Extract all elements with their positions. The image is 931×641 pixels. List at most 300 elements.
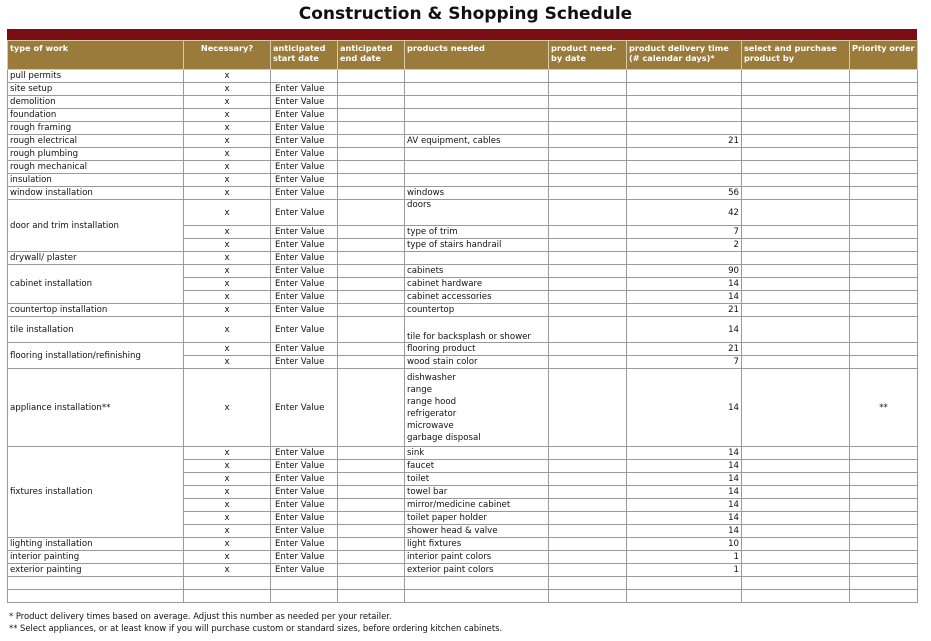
end-date-cell[interactable] — [338, 551, 405, 564]
empty-cell[interactable] — [549, 590, 627, 603]
empty-cell[interactable] — [405, 590, 549, 603]
need-by-cell[interactable] — [549, 239, 627, 252]
purchase-by-cell[interactable] — [742, 252, 850, 265]
priority-cell[interactable] — [850, 252, 918, 265]
need-by-cell[interactable] — [549, 187, 627, 200]
table-row — [8, 369, 918, 447]
need-by-cell[interactable] — [549, 525, 627, 538]
products-cell[interactable]: toilet paper holder — [405, 512, 549, 525]
need-by-cell[interactable] — [549, 96, 627, 109]
products-cell[interactable]: mirror/medicine cabinet — [405, 499, 549, 512]
purchase-by-cell[interactable] — [742, 83, 850, 96]
delivery-days-cell[interactable]: 21 — [627, 304, 742, 317]
purchase-by-cell[interactable] — [742, 122, 850, 135]
header-row — [8, 41, 918, 70]
start-date-cell[interactable]: Enter Value — [271, 161, 338, 174]
necessary-cell[interactable]: x — [184, 304, 271, 317]
start-date-cell[interactable]: Enter Value — [271, 551, 338, 564]
products-cell[interactable]: flooring product — [405, 343, 549, 356]
need-by-cell[interactable] — [549, 564, 627, 577]
purchase-by-cell[interactable] — [742, 447, 850, 460]
necessary-cell[interactable]: x — [184, 473, 271, 486]
priority-cell[interactable] — [850, 473, 918, 486]
empty-cell[interactable] — [742, 577, 850, 590]
delivery-days-cell[interactable]: 90 — [627, 265, 742, 278]
start-date-cell[interactable]: Enter Value — [271, 343, 338, 356]
table-row — [8, 304, 918, 317]
table-row — [8, 551, 918, 564]
necessary-cell[interactable]: x — [184, 265, 271, 278]
priority-cell[interactable] — [850, 83, 918, 96]
need-by-cell[interactable] — [549, 174, 627, 187]
necessary-cell[interactable]: x — [184, 317, 271, 343]
purchase-by-cell[interactable] — [742, 473, 850, 486]
purchase-by-cell[interactable] — [742, 291, 850, 304]
delivery-days-cell[interactable]: 14 — [627, 317, 742, 343]
purchase-by-cell[interactable] — [742, 200, 850, 226]
purchase-by-cell[interactable] — [742, 70, 850, 83]
end-date-cell[interactable] — [338, 460, 405, 473]
priority-cell[interactable] — [850, 278, 918, 291]
necessary-cell[interactable]: x — [184, 148, 271, 161]
empty-cell[interactable] — [405, 577, 549, 590]
priority-cell[interactable] — [850, 174, 918, 187]
products-cell[interactable]: light fixtures — [405, 538, 549, 551]
end-date-cell[interactable] — [338, 265, 405, 278]
necessary-cell[interactable]: x — [184, 525, 271, 538]
products-cell[interactable]: countertop — [405, 304, 549, 317]
start-date-cell[interactable]: Enter Value — [271, 291, 338, 304]
purchase-by-cell[interactable] — [742, 317, 850, 343]
empty-cell[interactable] — [8, 590, 184, 603]
table-row — [8, 135, 918, 148]
priority-cell[interactable] — [850, 187, 918, 200]
necessary-cell[interactable]: x — [184, 135, 271, 148]
end-date-cell[interactable] — [338, 187, 405, 200]
necessary-cell[interactable]: x — [184, 460, 271, 473]
necessary-cell[interactable]: x — [184, 343, 271, 356]
need-by-cell[interactable] — [549, 226, 627, 239]
empty-cell[interactable] — [850, 577, 918, 590]
work-cell: drywall/ plaster — [8, 252, 184, 265]
purchase-by-cell[interactable] — [742, 356, 850, 369]
start-date-cell[interactable]: Enter Value — [271, 304, 338, 317]
delivery-days-cell[interactable] — [627, 83, 742, 96]
end-date-cell[interactable] — [338, 525, 405, 538]
products-cell[interactable]: cabinet accessories — [405, 291, 549, 304]
footnote-appliances: ** Select appliances, or at least know if you will purchase custom or standard sizes, before ordering kitchen cabinets. — [9, 623, 503, 633]
necessary-cell[interactable]: x — [184, 83, 271, 96]
work-cell: demolition — [8, 96, 184, 109]
products-cell[interactable]: interior paint colors — [405, 551, 549, 564]
delivery-days-cell[interactable]: 14 — [627, 473, 742, 486]
empty-cell[interactable] — [271, 577, 338, 590]
start-date-cell[interactable]: Enter Value — [271, 369, 338, 447]
delivery-days-cell[interactable]: 14 — [627, 460, 742, 473]
need-by-cell[interactable] — [549, 317, 627, 343]
need-by-cell[interactable] — [549, 278, 627, 291]
table-row — [8, 343, 918, 356]
end-date-cell[interactable] — [338, 278, 405, 291]
necessary-cell[interactable]: x — [184, 291, 271, 304]
purchase-by-cell[interactable] — [742, 239, 850, 252]
purchase-by-cell[interactable] — [742, 148, 850, 161]
start-date-cell[interactable]: Enter Value — [271, 187, 338, 200]
start-date-cell[interactable]: Enter Value — [271, 109, 338, 122]
delivery-days-cell[interactable]: 14 — [627, 486, 742, 499]
priority-cell[interactable] — [850, 460, 918, 473]
necessary-cell[interactable]: x — [184, 70, 271, 83]
header-end-date: anticipated end date — [338, 41, 405, 70]
necessary-cell[interactable]: x — [184, 174, 271, 187]
need-by-cell[interactable] — [549, 512, 627, 525]
need-by-cell[interactable] — [549, 252, 627, 265]
delivery-days-cell[interactable]: 56 — [627, 187, 742, 200]
need-by-cell[interactable] — [549, 161, 627, 174]
start-date-cell[interactable]: Enter Value — [271, 356, 338, 369]
products-cell[interactable]: wood stain color — [405, 356, 549, 369]
purchase-by-cell[interactable] — [742, 174, 850, 187]
products-cell[interactable] — [405, 161, 549, 174]
products-cell[interactable] — [405, 148, 549, 161]
necessary-cell[interactable]: x — [184, 226, 271, 239]
end-date-cell[interactable] — [338, 148, 405, 161]
purchase-by-cell[interactable] — [742, 538, 850, 551]
need-by-cell[interactable] — [549, 135, 627, 148]
products-cell[interactable]: doors — [405, 200, 549, 226]
products-cell[interactable] — [405, 70, 549, 83]
empty-cell[interactable] — [338, 577, 405, 590]
end-date-cell[interactable] — [338, 109, 405, 122]
need-by-cell[interactable] — [549, 122, 627, 135]
delivery-days-cell[interactable]: 21 — [627, 343, 742, 356]
priority-cell[interactable] — [850, 291, 918, 304]
start-date-cell[interactable]: Enter Value — [271, 473, 338, 486]
products-cell[interactable]: cabinet hardware — [405, 278, 549, 291]
purchase-by-cell[interactable] — [742, 304, 850, 317]
end-date-cell[interactable] — [338, 122, 405, 135]
need-by-cell[interactable] — [549, 486, 627, 499]
necessary-cell[interactable]: x — [184, 499, 271, 512]
product-item: refrigerator — [407, 408, 457, 419]
necessary-cell[interactable]: x — [184, 239, 271, 252]
end-date-cell[interactable] — [338, 512, 405, 525]
start-date-cell[interactable]: Enter Value — [271, 96, 338, 109]
priority-cell[interactable] — [850, 148, 918, 161]
purchase-by-cell[interactable] — [742, 486, 850, 499]
necessary-cell[interactable]: x — [184, 551, 271, 564]
delivery-days-cell[interactable] — [627, 109, 742, 122]
work-cell: rough framing — [8, 122, 184, 135]
empty-cell[interactable] — [627, 590, 742, 603]
products-cell[interactable]: windows — [405, 187, 549, 200]
start-date-cell[interactable]: Enter Value — [271, 226, 338, 239]
start-date-cell[interactable]: Enter Value — [271, 278, 338, 291]
need-by-cell[interactable] — [549, 538, 627, 551]
purchase-by-cell[interactable] — [742, 278, 850, 291]
necessary-cell[interactable]: x — [184, 96, 271, 109]
delivery-days-cell[interactable]: 1 — [627, 564, 742, 577]
end-date-cell[interactable] — [338, 369, 405, 447]
products-cell[interactable] — [405, 369, 549, 447]
need-by-cell[interactable] — [549, 369, 627, 447]
priority-cell[interactable] — [850, 486, 918, 499]
priority-cell[interactable] — [850, 122, 918, 135]
need-by-cell[interactable] — [549, 200, 627, 226]
purchase-by-cell[interactable] — [742, 161, 850, 174]
work-cell: rough mechanical — [8, 161, 184, 174]
empty-cell[interactable] — [8, 577, 184, 590]
need-by-cell[interactable] — [549, 70, 627, 83]
start-date-cell[interactable]: Enter Value — [271, 486, 338, 499]
necessary-cell[interactable]: x — [184, 447, 271, 460]
purchase-by-cell[interactable] — [742, 109, 850, 122]
products-cell[interactable]: type of stairs handrail — [405, 239, 549, 252]
start-date-cell[interactable]: Enter Value — [271, 447, 338, 460]
delivery-days-cell[interactable] — [627, 96, 742, 109]
end-date-cell[interactable] — [338, 447, 405, 460]
end-date-cell[interactable] — [338, 304, 405, 317]
end-date-cell[interactable] — [338, 161, 405, 174]
start-date-cell[interactable]: Enter Value — [271, 122, 338, 135]
empty-cell[interactable] — [338, 590, 405, 603]
start-date-cell[interactable]: Enter Value — [271, 460, 338, 473]
purchase-by-cell[interactable] — [742, 564, 850, 577]
empty-cell[interactable] — [184, 590, 271, 603]
delivery-days-cell[interactable]: 7 — [627, 356, 742, 369]
priority-cell[interactable] — [850, 343, 918, 356]
product-item: range — [407, 384, 432, 395]
delivery-days-cell[interactable]: 21 — [627, 135, 742, 148]
end-date-cell[interactable] — [338, 239, 405, 252]
delivery-days-cell[interactable] — [627, 252, 742, 265]
need-by-cell[interactable] — [549, 473, 627, 486]
need-by-cell[interactable] — [549, 343, 627, 356]
table-row — [8, 252, 918, 265]
end-date-cell[interactable] — [338, 174, 405, 187]
delivery-days-cell[interactable]: 14 — [627, 291, 742, 304]
delivery-days-cell[interactable]: 7 — [627, 226, 742, 239]
end-date-cell[interactable] — [338, 96, 405, 109]
priority-cell[interactable] — [850, 499, 918, 512]
priority-cell[interactable] — [850, 525, 918, 538]
products-cell[interactable]: exterior paint colors — [405, 564, 549, 577]
products-cell[interactable]: faucet — [405, 460, 549, 473]
necessary-cell[interactable]: x — [184, 486, 271, 499]
priority-cell[interactable] — [850, 226, 918, 239]
products-cell[interactable] — [405, 122, 549, 135]
priority-cell[interactable] — [850, 161, 918, 174]
table-row — [8, 70, 918, 83]
products-cell[interactable]: cabinets — [405, 265, 549, 278]
delivery-days-cell[interactable]: 42 — [627, 200, 742, 226]
delivery-days-cell[interactable]: 14 — [627, 278, 742, 291]
products-cell[interactable]: tile for backsplash or shower — [405, 317, 549, 343]
priority-cell[interactable] — [850, 551, 918, 564]
work-cell: cabinet installation — [8, 265, 184, 304]
priority-cell[interactable] — [850, 538, 918, 551]
products-cell[interactable] — [405, 174, 549, 187]
end-date-cell[interactable] — [338, 70, 405, 83]
table-row — [8, 187, 918, 200]
start-date-cell[interactable]: Enter Value — [271, 239, 338, 252]
priority-cell[interactable] — [850, 317, 918, 343]
priority-cell[interactable] — [850, 109, 918, 122]
priority-cell[interactable] — [850, 356, 918, 369]
table-row — [8, 83, 918, 96]
end-date-cell[interactable] — [338, 200, 405, 226]
necessary-cell[interactable]: x — [184, 538, 271, 551]
empty-cell[interactable] — [850, 590, 918, 603]
necessary-cell[interactable]: x — [184, 512, 271, 525]
empty-cell[interactable] — [742, 590, 850, 603]
empty-cell[interactable] — [271, 590, 338, 603]
empty-cell[interactable] — [627, 577, 742, 590]
end-date-cell[interactable] — [338, 499, 405, 512]
necessary-cell[interactable]: x — [184, 369, 271, 447]
work-cell: window installation — [8, 187, 184, 200]
purchase-by-cell[interactable] — [742, 512, 850, 525]
purchase-by-cell[interactable] — [742, 499, 850, 512]
delivery-days-cell[interactable]: 10 — [627, 538, 742, 551]
delivery-days-cell[interactable] — [627, 174, 742, 187]
purchase-by-cell[interactable] — [742, 265, 850, 278]
necessary-cell[interactable]: x — [184, 278, 271, 291]
purchase-by-cell[interactable] — [742, 343, 850, 356]
product-item: dishwasher — [407, 372, 456, 383]
products-cell[interactable]: type of trim — [405, 226, 549, 239]
title-bar — [7, 29, 917, 40]
table-row — [8, 200, 918, 226]
purchase-by-cell[interactable] — [742, 551, 850, 564]
need-by-cell[interactable] — [549, 148, 627, 161]
need-by-cell[interactable] — [549, 499, 627, 512]
end-date-cell[interactable] — [338, 252, 405, 265]
start-date-cell[interactable]: Enter Value — [271, 564, 338, 577]
necessary-cell[interactable]: x — [184, 109, 271, 122]
purchase-by-cell[interactable] — [742, 525, 850, 538]
end-date-cell[interactable] — [338, 486, 405, 499]
priority-cell[interactable] — [850, 447, 918, 460]
products-cell[interactable]: AV equipment, cables — [405, 135, 549, 148]
delivery-days-cell[interactable]: 14 — [627, 369, 742, 447]
purchase-by-cell[interactable] — [742, 187, 850, 200]
delivery-days-cell[interactable] — [627, 161, 742, 174]
end-date-cell[interactable] — [338, 564, 405, 577]
end-date-cell[interactable] — [338, 135, 405, 148]
products-cell[interactable]: towel bar — [405, 486, 549, 499]
purchase-by-cell[interactable] — [742, 369, 850, 447]
delivery-days-cell[interactable]: 1 — [627, 551, 742, 564]
empty-cell[interactable] — [549, 577, 627, 590]
need-by-cell[interactable] — [549, 265, 627, 278]
delivery-days-cell[interactable]: 2 — [627, 239, 742, 252]
end-date-cell[interactable] — [338, 473, 405, 486]
products-cell[interactable] — [405, 83, 549, 96]
need-by-cell[interactable] — [549, 551, 627, 564]
start-date-cell[interactable]: Enter Value — [271, 83, 338, 96]
necessary-cell[interactable]: x — [184, 161, 271, 174]
priority-cell[interactable] — [850, 135, 918, 148]
priority-cell[interactable] — [850, 70, 918, 83]
delivery-days-cell[interactable]: 14 — [627, 525, 742, 538]
work-cell: interior painting — [8, 551, 184, 564]
start-date-cell[interactable]: Enter Value — [271, 174, 338, 187]
priority-cell[interactable] — [850, 564, 918, 577]
start-date-cell[interactable]: Enter Value — [271, 512, 338, 525]
priority-cell[interactable] — [850, 200, 918, 226]
priority-cell[interactable] — [850, 304, 918, 317]
purchase-by-cell[interactable] — [742, 96, 850, 109]
priority-cell[interactable] — [850, 265, 918, 278]
delivery-days-cell[interactable] — [627, 70, 742, 83]
end-date-cell[interactable] — [338, 291, 405, 304]
start-date-cell[interactable]: Enter Value — [271, 135, 338, 148]
end-date-cell[interactable] — [338, 226, 405, 239]
start-date-cell[interactable]: Enter Value — [271, 265, 338, 278]
start-date-cell[interactable]: Enter Value — [271, 525, 338, 538]
products-cell[interactable] — [405, 252, 549, 265]
need-by-cell[interactable] — [549, 447, 627, 460]
priority-cell[interactable] — [850, 512, 918, 525]
need-by-cell[interactable] — [549, 291, 627, 304]
start-date-cell[interactable]: Enter Value — [271, 148, 338, 161]
priority-cell[interactable] — [850, 239, 918, 252]
end-date-cell[interactable] — [338, 83, 405, 96]
need-by-cell[interactable] — [549, 304, 627, 317]
delivery-days-cell[interactable] — [627, 122, 742, 135]
need-by-cell[interactable] — [549, 83, 627, 96]
need-by-cell[interactable] — [549, 460, 627, 473]
work-cell: fixtures installation — [8, 447, 184, 538]
delivery-days-cell[interactable] — [627, 148, 742, 161]
priority-cell[interactable] — [850, 96, 918, 109]
products-cell[interactable]: sink — [405, 447, 549, 460]
start-date-cell[interactable]: Enter Value — [271, 200, 338, 226]
end-date-cell[interactable] — [338, 538, 405, 551]
end-date-cell[interactable] — [338, 356, 405, 369]
purchase-by-cell[interactable] — [742, 135, 850, 148]
necessary-cell[interactable]: x — [184, 252, 271, 265]
start-date-cell[interactable]: Enter Value — [271, 499, 338, 512]
necessary-cell[interactable]: x — [184, 356, 271, 369]
start-date-cell[interactable]: Enter Value — [271, 538, 338, 551]
delivery-days-cell[interactable]: 14 — [627, 499, 742, 512]
end-date-cell[interactable] — [338, 343, 405, 356]
delivery-days-cell[interactable]: 14 — [627, 512, 742, 525]
start-date-cell[interactable]: Enter Value — [271, 252, 338, 265]
products-cell[interactable]: shower head & valve — [405, 525, 549, 538]
need-by-cell[interactable] — [549, 356, 627, 369]
necessary-cell[interactable]: x — [184, 564, 271, 577]
purchase-by-cell[interactable] — [742, 460, 850, 473]
products-cell[interactable] — [405, 96, 549, 109]
products-cell[interactable]: toilet — [405, 473, 549, 486]
purchase-by-cell[interactable] — [742, 226, 850, 239]
delivery-days-cell[interactable]: 14 — [627, 447, 742, 460]
necessary-cell[interactable]: x — [184, 187, 271, 200]
header-delivery-time: product delivery time (# calendar days)* — [627, 41, 742, 70]
necessary-cell[interactable]: x — [184, 200, 271, 226]
need-by-cell[interactable] — [549, 109, 627, 122]
empty-cell[interactable] — [184, 577, 271, 590]
priority-cell[interactable]: ** — [850, 369, 918, 447]
start-date-cell[interactable]: Enter Value — [271, 317, 338, 343]
products-cell[interactable] — [405, 109, 549, 122]
necessary-cell[interactable]: x — [184, 122, 271, 135]
start-date-cell[interactable] — [271, 70, 338, 83]
end-date-cell[interactable] — [338, 317, 405, 343]
